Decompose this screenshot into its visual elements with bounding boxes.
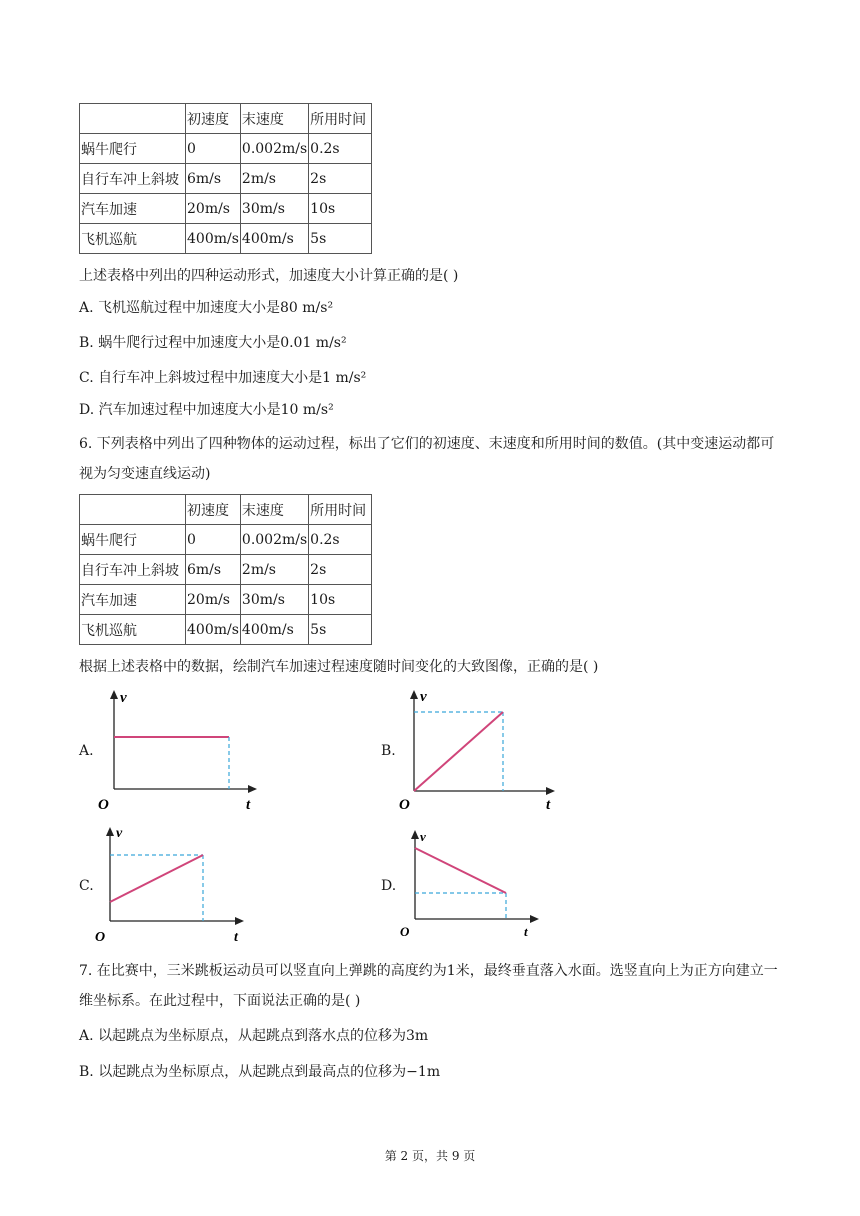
- data-table-1: [79, 103, 372, 254]
- table-cell: 蜗牛爬行: [80, 525, 186, 555]
- table-body: [80, 495, 372, 645]
- table-row: [80, 525, 372, 555]
- table-cell: 2s: [309, 555, 372, 585]
- t-axis-arrow: [530, 915, 539, 923]
- table-header-cell: [80, 104, 186, 134]
- table-cell: 自行车冲上斜坡: [80, 555, 186, 585]
- q5-stem: 上述表格中列出的四种运动形式，加速度大小计算正确的是( ): [79, 268, 459, 284]
- v-axis-arrow: [410, 690, 418, 699]
- v-axis-arrow: [110, 690, 118, 699]
- table-cell: 飞机巡航: [80, 224, 186, 254]
- t-axis-arrow: [248, 785, 257, 793]
- q7-stem: 7. 在比赛中，三米跳板运动员可以竖直向上弹跳的高度约为1米，最终垂直落入水面。选竖直向上为正方向建立一维坐标系。在此过程中，下面说法正确的是( ): [79, 963, 778, 1009]
- q5-option-c[interactable]: C. 自行车冲上斜坡过程中加速度大小是1 m/s²: [79, 370, 367, 386]
- table-cell: 30m/s: [240, 585, 308, 615]
- table-cell: 20m/s: [186, 585, 241, 615]
- v-axis-label: v: [420, 689, 427, 705]
- table-row: [80, 585, 372, 615]
- q6-graph-a[interactable]: [95, 685, 265, 813]
- table-cell: 5s: [309, 615, 372, 645]
- table-header-row: [80, 495, 372, 525]
- table-cell: 汽车加速: [80, 194, 186, 224]
- t-axis-label: t: [234, 930, 238, 945]
- table-cell: 汽车加速: [80, 585, 186, 615]
- table-body: [80, 104, 372, 254]
- q6-graph-d[interactable]: [398, 826, 558, 940]
- t-axis-label: t: [246, 797, 251, 813]
- table-cell: 20m/s: [186, 194, 241, 224]
- table-row: [80, 164, 372, 194]
- origin-label: O: [400, 924, 410, 939]
- table-row: [80, 194, 372, 224]
- table-cell: 0.2s: [309, 525, 372, 555]
- v-axis-label: v: [420, 829, 426, 844]
- v-axis-arrow: [106, 827, 114, 836]
- table-cell: 10s: [309, 585, 372, 615]
- table-row: [80, 615, 372, 645]
- table-cell: 蜗牛爬行: [80, 134, 186, 164]
- table-header-row: [80, 104, 372, 134]
- table-cell: 0.002m/s: [240, 134, 308, 164]
- velocity-line: [414, 712, 503, 791]
- table-header-cell: [80, 495, 186, 525]
- table-cell: 0: [186, 134, 241, 164]
- data-table-2: [79, 494, 372, 645]
- table-header-cell: 初速度: [186, 104, 241, 134]
- t-axis-arrow: [235, 917, 244, 925]
- t-axis-arrow: [546, 787, 555, 795]
- table-header-cell: 所用时间: [309, 104, 372, 134]
- table-cell: 6m/s: [186, 555, 241, 585]
- table-cell: 400m/s: [240, 615, 308, 645]
- q6-option-a-label[interactable]: A.: [79, 743, 94, 759]
- table-cell: 400m/s: [240, 224, 308, 254]
- t-axis-label: t: [546, 797, 551, 813]
- velocity-line: [415, 848, 506, 893]
- q6-option-d-label[interactable]: D.: [381, 878, 397, 894]
- q5-option-d[interactable]: D. 汽车加速过程中加速度大小是10 m/s²: [79, 402, 334, 418]
- table-cell: 2m/s: [240, 164, 308, 194]
- table-cell: 0.2s: [309, 134, 372, 164]
- v-axis-arrow: [411, 830, 419, 839]
- table-cell: 2s: [309, 164, 372, 194]
- table-cell: 400m/s: [186, 224, 241, 254]
- table-header-cell: 所用时间: [309, 495, 372, 525]
- table-header-cell: 末速度: [240, 495, 308, 525]
- q7-option-b[interactable]: B. 以起跳点为坐标原点，从起跳点到最高点的位移为−1m: [79, 1064, 441, 1080]
- origin-label: O: [95, 930, 106, 945]
- q6-stem: 根据上述表格中的数据，绘制汽车加速过程速度随时间变化的大致图像，正确的是( ): [79, 659, 599, 675]
- table-cell: 6m/s: [186, 164, 241, 194]
- table-cell: 2m/s: [240, 555, 308, 585]
- q7-option-a[interactable]: A. 以起跳点为坐标原点，从起跳点到落水点的位移为3m: [79, 1028, 429, 1044]
- origin-label: O: [98, 797, 109, 813]
- q5-option-a[interactable]: A. 飞机巡航过程中加速度大小是80 m/s²: [79, 300, 334, 316]
- q6-graph-c[interactable]: [95, 823, 255, 947]
- table-row: [80, 555, 372, 585]
- velocity-line: [110, 855, 203, 902]
- table-header-cell: 初速度: [186, 495, 241, 525]
- table-cell: 30m/s: [240, 194, 308, 224]
- v-axis-label: v: [116, 826, 123, 841]
- table-cell: 5s: [309, 224, 372, 254]
- table-cell: 400m/s: [186, 615, 241, 645]
- table-row: [80, 134, 372, 164]
- q6-option-b-label[interactable]: B.: [381, 743, 396, 759]
- table-row: [80, 224, 372, 254]
- table-cell: 10s: [309, 194, 372, 224]
- q6-graph-b[interactable]: [398, 685, 568, 813]
- table-cell: 飞机巡航: [80, 615, 186, 645]
- table-header-cell: 末速度: [240, 104, 308, 134]
- q6-intro: 6. 下列表格中列出了四种物体的运动过程，标出了它们的初速度、末速度和所用时间的数值。(其中变速运动都可视为匀变速直线运动): [79, 436, 775, 482]
- page-footer: 第 2 页，共 9 页: [384, 1149, 476, 1163]
- table-cell: 自行车冲上斜坡: [80, 164, 186, 194]
- origin-label: O: [399, 797, 410, 813]
- table-cell: 0: [186, 525, 241, 555]
- v-axis-label: v: [120, 690, 127, 706]
- q6-option-c-label[interactable]: C.: [79, 878, 94, 894]
- table-cell: 0.002m/s: [240, 525, 308, 555]
- t-axis-label: t: [524, 924, 528, 939]
- q5-option-b[interactable]: B. 蜗牛爬行过程中加速度大小是0.01 m/s²: [79, 335, 347, 351]
